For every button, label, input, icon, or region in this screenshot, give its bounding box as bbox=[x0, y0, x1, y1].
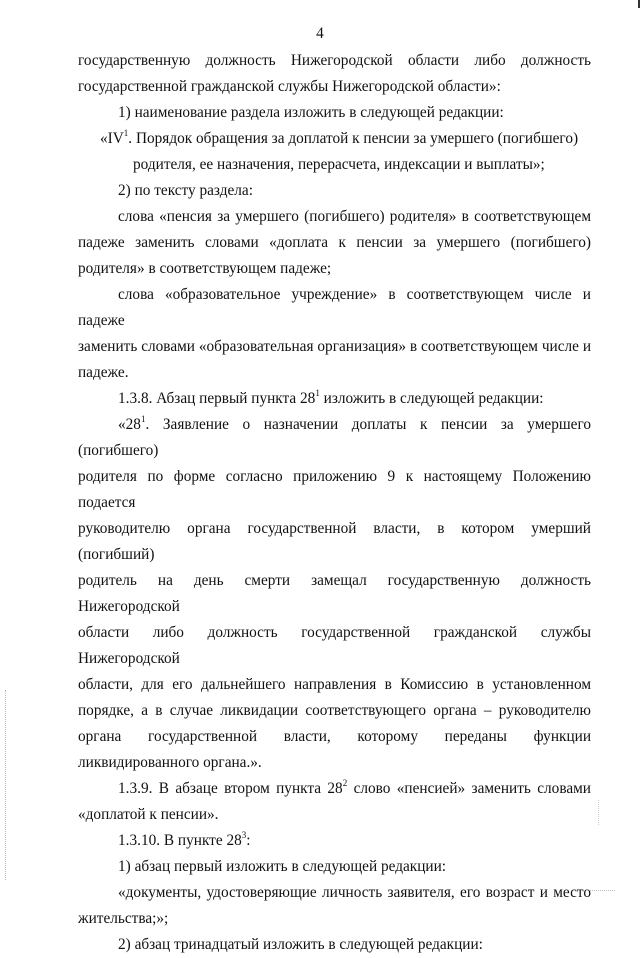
text-line: ликвидированного органа.». bbox=[78, 754, 262, 771]
text-line: 1) наименование раздела изложить в следующей редакции: bbox=[118, 104, 504, 121]
text-line: государственную должность Нижегородской области либо должность bbox=[78, 52, 591, 69]
text-line: родителя» в соответствующем падеже; bbox=[78, 260, 332, 277]
text-line: слова «пенсия за умершего (погибшего) родителя» в соответствующем bbox=[118, 208, 591, 225]
scan-artifact-bottom bbox=[590, 890, 615, 891]
text-line: «доплатой к пенсии». bbox=[78, 806, 219, 823]
text-line: 1) абзац первый изложить в следующей редакции: bbox=[118, 858, 447, 875]
text-line: области либо должность государственной гражданской службы Нижегородской bbox=[78, 624, 591, 667]
text-line: области, для его дальнейшего направления в Комиссию в установленном bbox=[78, 676, 591, 693]
text-line: 1.3.10. В пункте $28^3$: bbox=[118, 830, 251, 849]
text-line: 1.3.9. В абзаце втором пункта $28^2$ слово «пенсией» заменить словами bbox=[118, 778, 591, 797]
text-line: «$28^1$. Заявление о назначении доплаты к пенсии за умершего (погибшего) bbox=[78, 414, 591, 459]
scan-artifact-right bbox=[598, 800, 599, 825]
text-line: государственной гражданской службы Нижегородской области»: bbox=[78, 78, 501, 95]
text-line: 2) по тексту раздела: bbox=[118, 182, 253, 199]
text-line: 2) абзац тринадцатый изложить в следующей редакции: bbox=[118, 936, 483, 953]
text-line: «документы, удостоверяющие личность заявителя, его возраст и место bbox=[118, 884, 591, 901]
page-number: 4 bbox=[316, 25, 324, 42]
text-line: падеже заменить словами «доплата к пенсии за умершего (погибшего) bbox=[78, 234, 591, 251]
text-line: падеже. bbox=[78, 364, 129, 381]
text-line: 1.3.8. Абзац первый пункта $28^1$ изложить в следующей редакции: bbox=[118, 388, 544, 407]
text-line: руководителю органа государственной власти, в котором умерший (погибший) bbox=[78, 520, 591, 563]
scan-artifact-left bbox=[5, 690, 6, 880]
text-line: заменить словами «образовательная организация» в соответствующем числе и bbox=[78, 338, 591, 355]
text-line: родителя по форме согласно приложению 9 к настоящему Положению подается bbox=[78, 468, 591, 511]
text-line: родитель на день смерти замещал государственную должность Нижегородской bbox=[78, 572, 591, 615]
document-body bbox=[78, 48, 591, 958]
text-line: порядке, а в случае ликвидации соответствующего органа – руководителю bbox=[78, 702, 591, 719]
text-line: слова «образовательное учреждение» в соответствующем числе и падеже bbox=[78, 286, 591, 329]
text-line: жительства;»; bbox=[78, 910, 169, 927]
section-heading: родителя, ее назначения, перерасчета, индексации и выплаты»; bbox=[133, 156, 545, 173]
text-line: органа государственной власти, которому переданы функции bbox=[78, 728, 591, 745]
section-heading: «$IV^1$. Порядок обращения за доплатой к пенсии за умершего (погибшего) bbox=[100, 128, 579, 147]
